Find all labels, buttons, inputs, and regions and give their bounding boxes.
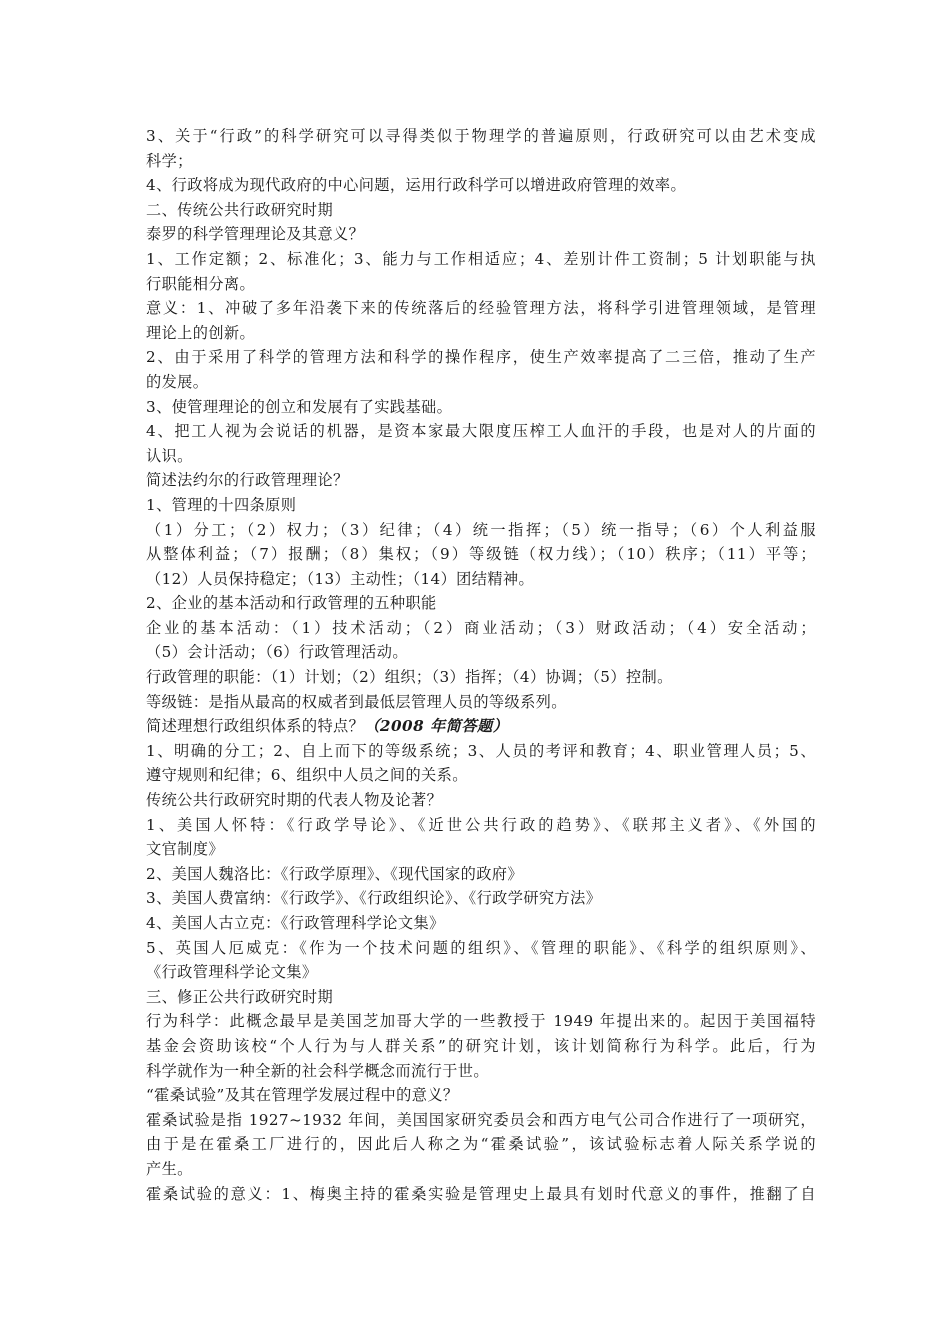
text-line: 的发展。 xyxy=(146,372,209,391)
text-line: 1、美国人怀特：《行政学导论》、《近世公共行政的趋势》、《联邦主义者》、《外国的 xyxy=(146,815,816,834)
text-line: 2、企业的基本活动和行政管理的五种职能 xyxy=(146,594,437,613)
text-line: 5、英国人厄威克：《作为一个技术问题的组织》、《管理的职能》、《科学的组织原则》、 xyxy=(146,938,816,957)
text-line: 霍桑试验是指 1927~1932 年间，美国国家研究委员会和西方电气公司合作进行了一项研究， xyxy=(146,1110,816,1129)
section-heading: 三、修正公共行政研究时期 xyxy=(146,987,334,1006)
text-line: 行职能相分离。 xyxy=(146,274,256,293)
text-line: 2、美国人魏洛比：《行政学原理》、《现代国家的政府》 xyxy=(146,864,523,883)
question-heading: “霍桑试验”及其在管理学发展过程中的意义？ xyxy=(146,1086,459,1105)
text-line: 1、工作定额；2、标准化；3、能力与工作相适应；4、差别计件工资制；5 计划职能与执 xyxy=(146,249,816,268)
text-line: 4、把工人视为会说话的机器，是资本家最大限度压榨工人血汗的手段，也是对人的片面的 xyxy=(146,422,816,441)
question-heading: 简述法约尔的行政管理理论？ xyxy=(146,471,349,490)
text-line: 基金会资助该校“个人行为与人群关系”的研究计划，该计划简称行为科学。此后，行为 xyxy=(146,1036,816,1055)
text-line: 3、美国人费富纳：《行政学》、《行政组织论》、《行政学研究方法》 xyxy=(146,889,602,908)
text-line: 1、明确的分工；2、自上而下的等级系统；3、人员的考评和教育；4、职业管理人员；5、 xyxy=(146,741,816,760)
question-heading: 泰罗的科学管理理论及其意义？ xyxy=(146,225,365,244)
text-line: 2、由于采用了科学的管理方法和科学的操作程序，使生产效率提高了二三倍，推动了生产 xyxy=(146,348,816,367)
text-line: 企业的基本活动：（1）技术活动；（2）商业活动；（3）财政活动；（4）安全活动； xyxy=(146,618,816,637)
text-line: 意义：1、冲破了多年沿袭下来的传统落后的经验管理方法，将科学引进管理领域，是管理 xyxy=(146,299,816,318)
text-line: 4、美国人古立克：《行政管理科学论文集》 xyxy=(146,914,445,932)
text-line: 3、关于“行政”的科学研究可以寻得类似于物理学的普遍原则，行政研究可以由艺术变成 xyxy=(146,127,816,145)
text-line: 遵守规则和纪律；6、组织中人员之间的关系。 xyxy=(146,766,468,785)
text-line: 行政管理的职能：（1）计划；（2）组织；（3）指挥；（4）协调；（5）控制。 xyxy=(146,668,673,687)
text-line: 1、管理的十四条原则 xyxy=(146,495,297,514)
text-line: 《行政管理科学论文集》 xyxy=(146,963,318,982)
text-line: 科学； xyxy=(146,151,193,170)
text-line: 从整体利益；（7）报酬；（8）集权；（9）等级链（权力线）；（10）秩序；（11）平等； xyxy=(146,545,816,564)
document-body xyxy=(146,124,816,1206)
exam-year-note: （2008 年简答题） xyxy=(364,717,509,736)
text-line: 文官制度》 xyxy=(146,840,224,859)
text-line: 霍桑试验的意义：1、梅奥主持的霍桑实验是管理史上最具有划时代意义的事件，推翻了自 xyxy=(146,1184,816,1203)
text-line: 理论上的创新。 xyxy=(146,323,256,342)
text-line: 由于是在霍桑工厂进行的，因此后人称之为“霍桑试验”，该试验标志着人际关系学说的 xyxy=(146,1135,816,1154)
text-line: 产生。 xyxy=(146,1159,193,1178)
text-line: 认识。 xyxy=(146,446,193,465)
text-line: （1）分工；（2）权力；（3）纪律；（4）统一指挥；（5）统一指导；（6）个人利益服 xyxy=(146,520,816,539)
text-line: 科学就作为一种全新的社会科学概念而流行于世。 xyxy=(146,1061,489,1080)
text-line: 3、使管理理论的创立和发展有了实践基础。 xyxy=(146,397,453,416)
question-heading: 传统公共行政研究时期的代表人物及论著？ xyxy=(146,791,443,810)
text-line: （5）会计活动；（6）行政管理活动。 xyxy=(146,643,408,662)
text-line: 等级链：是指从最高的权威者到最低层管理人员的等级系列。 xyxy=(146,692,567,711)
text-line: 4、行政将成为现代政府的中心问题，运用行政科学可以增进政府管理的效率。 xyxy=(146,176,687,195)
text-line: 行为科学：此概念最早是美国芝加哥大学的一些教授于 1949 年提出来的。起因于美国福特 xyxy=(146,1012,816,1031)
section-heading: 二、传统公共行政研究时期 xyxy=(146,200,334,219)
text-line: （12）人员保持稳定；（13）主动性；（14）团结精神。 xyxy=(146,569,535,588)
question-heading xyxy=(146,714,816,739)
question-text: 简述理想行政组织体系的特点？ xyxy=(146,717,365,736)
